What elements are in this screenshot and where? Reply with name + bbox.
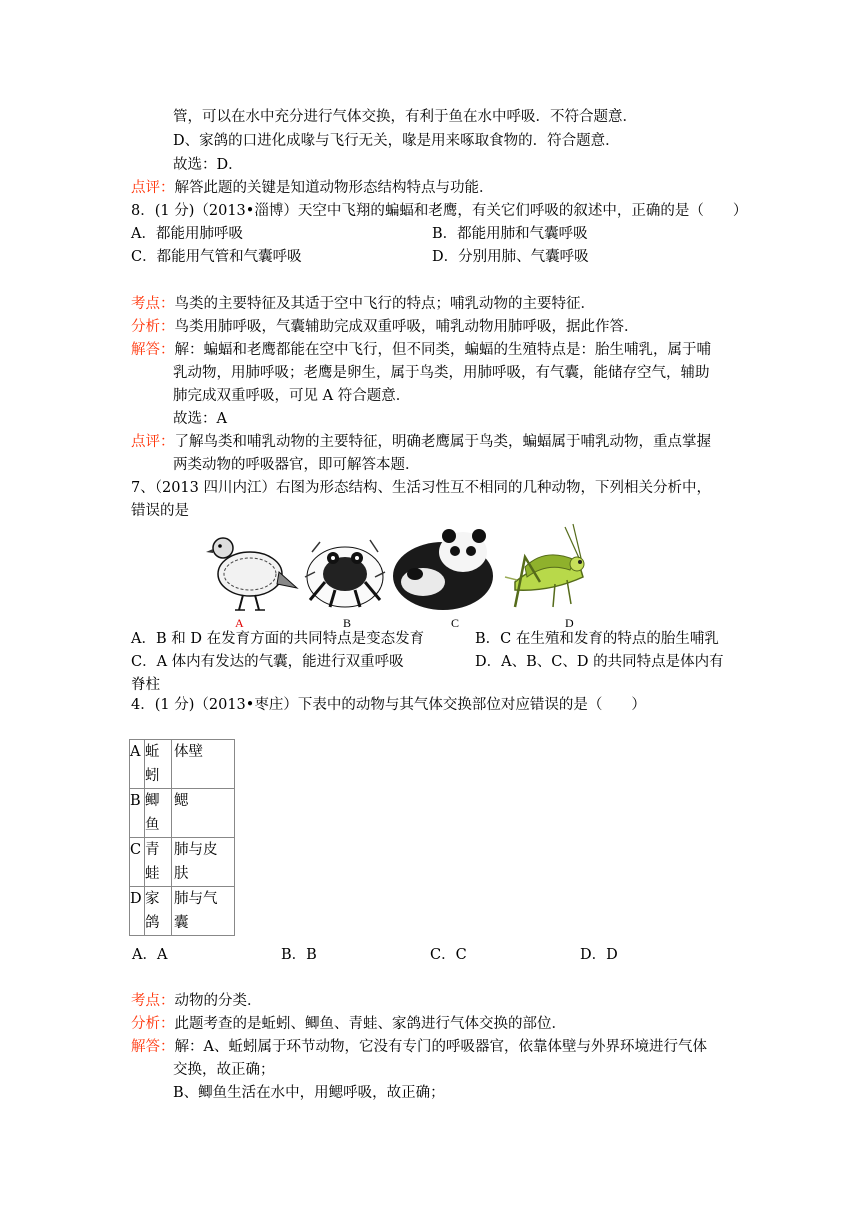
q4-option-c: C．C — [430, 947, 467, 963]
q8-jieda — [131, 339, 711, 361]
q8-fenxi — [131, 316, 639, 338]
text-line: 乳动物，用肺呼吸；老鹰是卵生，属于鸟类，用肺呼吸，有气囊，能储存空气，辅助 — [173, 365, 710, 381]
table-row — [130, 789, 235, 838]
kaodian-label: 考点： — [131, 296, 175, 312]
q8-option-d: D．分别用肺、气囊呼吸 — [432, 249, 589, 265]
text-line: 肺完成双重呼吸，可见 A 符合题意． — [173, 388, 411, 404]
table-cell-animal: 家 鸽 — [145, 887, 172, 936]
q4-option-b: B．B — [281, 947, 317, 963]
table-cell-organ: 肺与气 囊 — [172, 887, 235, 936]
figure-label-c: C — [451, 616, 460, 630]
question-8-stem: 8．(1 分)（2013•淄博）天空中飞翔的蝙蝠和老鹰，有关它们呼吸的叙述中，正确的是（ ） — [131, 203, 748, 219]
table-cell-animal: 蚯 蚓 — [145, 740, 172, 789]
q8-kaodian — [131, 293, 595, 315]
q7-option-d: D．A、B、C、D 的共同特点是体内有 — [475, 654, 724, 670]
q4-option-a: A．A — [132, 947, 168, 963]
animal-images — [205, 522, 585, 616]
table-cell-key: B — [130, 789, 145, 838]
text-line: B、鲫鱼生活在水中，用鳃呼吸，故正确； — [173, 1085, 445, 1101]
q4-jieda — [131, 1036, 707, 1058]
question-7-stem-cont: 错误的是 — [131, 503, 189, 519]
q8-option-b: B．都能用肺和气囊呼吸 — [432, 226, 588, 242]
table-cell-key: C — [130, 838, 145, 887]
table-cell-key: A — [130, 740, 145, 789]
grasshopper-image — [505, 524, 584, 607]
fenxi-label: 分析： — [131, 319, 175, 335]
table-cell-key: D — [130, 887, 145, 936]
q4-option-d: D．D — [580, 947, 618, 963]
answer-line: 故选：A — [173, 411, 227, 427]
pigeon-image — [206, 538, 297, 610]
q4-kaodian — [131, 990, 262, 1012]
figure-label-a: A — [235, 616, 244, 630]
q7-option-c: C．A 体内有发达的气囊，能进行双重呼吸 — [131, 654, 404, 670]
jieda-label: 解答： — [131, 1039, 175, 1055]
kaodian-text: 鸟类的主要特征及其适于空中飞行的特点；哺乳动物的主要特征． — [174, 296, 595, 312]
fenxi-text: 此题考查的是蚯蚓、鲫鱼、青蛙、家鸽进行气体交换的部位． — [174, 1016, 566, 1032]
figure-label-d: D — [565, 616, 574, 630]
jieda-text: 解：A、蚯蚓属于环节动物，它没有专门的呼吸器官，依靠体壁与外界环境进行气体 — [174, 1039, 707, 1055]
jieda-label: 解答： — [131, 342, 175, 358]
table-row — [130, 838, 235, 887]
q7-option-b: B．C 在生殖和发育的特点的胎生哺乳 — [475, 631, 719, 647]
frog-image — [305, 540, 385, 607]
q8-dianping — [131, 431, 711, 453]
q8-option-c: C．都能用气管和气囊呼吸 — [131, 249, 302, 265]
answer-line: 故选：D． — [173, 157, 243, 173]
gas-exchange-table — [129, 739, 235, 936]
q7-option-d-cont: 脊柱 — [131, 677, 160, 693]
jieda-text: 解：蝙蝠和老鹰都能在空中飞行，但不同类，蝙蝠的生殖特点是：胎生哺乳，属于哺 — [174, 342, 711, 358]
table-cell-organ: 体壁 — [172, 740, 235, 789]
question-4-stem: 4．(1 分)（2013•枣庄）下表中的动物与其气体交换部位对应错误的是（ ） — [131, 697, 646, 713]
text-line: 两类动物的呼吸器官，即可解答本题． — [173, 457, 420, 473]
q4-fenxi — [131, 1013, 566, 1035]
text-line: D、家鸽的口进化成喙与飞行无关，喙是用来啄取食物的．符合题意． — [173, 133, 620, 149]
table-row — [130, 740, 235, 789]
fenxi-text: 鸟类用肺呼吸，气囊辅助完成双重呼吸，哺乳动物用肺呼吸，据此作答． — [174, 319, 639, 335]
dianping-text: 了解鸟类和哺乳动物的主要特征，明确老鹰属于鸟类，蝙蝠属于哺乳动物，重点掌握 — [174, 434, 711, 450]
comment-line — [131, 177, 494, 199]
comment-text: 解答此题的关键是知道动物形态结构特点与功能． — [174, 180, 494, 196]
animal-figure — [205, 522, 585, 628]
q8-option-a: A．都能用肺呼吸 — [131, 226, 243, 242]
table-cell-organ: 肺与皮 肤 — [172, 838, 235, 887]
q7-option-a: A．B 和 D 在发育方面的共同特点是变态发育 — [131, 631, 425, 647]
text-line: 管，可以在水中充分进行气体交换，有利于鱼在水中呼吸．不符合题意． — [173, 109, 637, 125]
fenxi-label: 分析： — [131, 1016, 175, 1032]
kaodian-label: 考点： — [131, 993, 175, 1009]
table-cell-animal: 鲫 鱼 — [145, 789, 172, 838]
table-row — [130, 887, 235, 936]
comment-label: 点评： — [131, 180, 175, 196]
question-7-stem: 7、（2013 四川内江）右图为形态结构、生活习性互不相同的几种动物，下列相关分析中， — [131, 480, 711, 496]
figure-label-b: B — [343, 616, 352, 630]
table-cell-animal: 青 蛙 — [145, 838, 172, 887]
panda-image — [393, 529, 493, 610]
table-cell-organ: 鳃 — [172, 789, 235, 838]
kaodian-text: 动物的分类． — [174, 993, 262, 1009]
dianping-label: 点评： — [131, 434, 175, 450]
text-line: 交换，故正确； — [173, 1062, 275, 1078]
